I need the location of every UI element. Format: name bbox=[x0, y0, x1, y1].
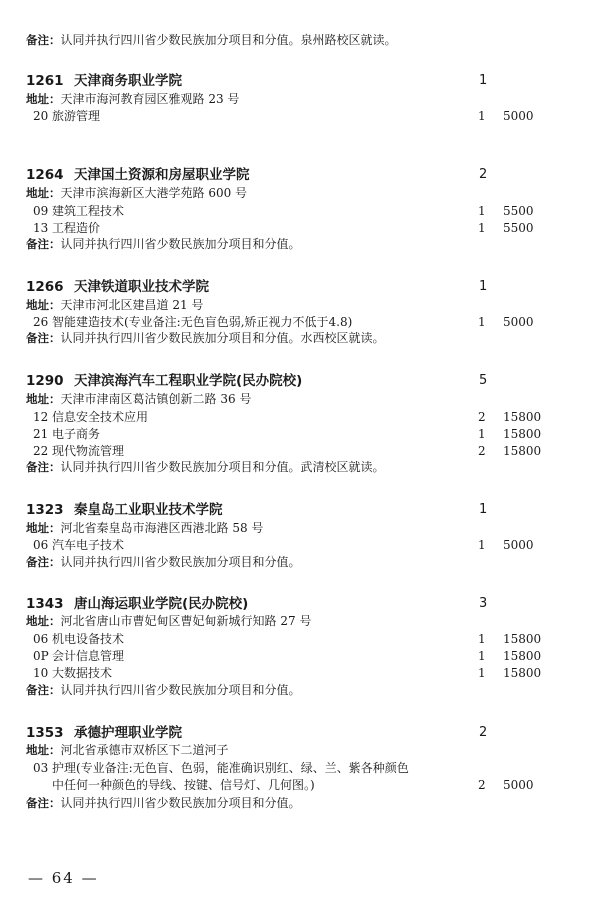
note-line: 备注：认同并执行四川省少数民族加分项目和分值。水西校区就读。 bbox=[26, 331, 385, 345]
major-row: 0P 会计信息管理 1 15800 bbox=[33, 649, 542, 663]
address-line: 地址：河北省承德市双桥区下二道河子 bbox=[26, 743, 229, 757]
address-line: 地址：天津市河北区建昌道 21 号 bbox=[26, 298, 204, 312]
school-heading: 1323 秦皇岛工业职业技术学院 1 bbox=[26, 502, 488, 518]
address-line: 地址：天津市津南区葛沽镇创新二路 36 号 bbox=[26, 392, 252, 406]
address-line: 地址：河北省唐山市曹妃甸区曹妃甸新城行知路 27 号 bbox=[26, 614, 312, 628]
school-heading: 1290 天津滨海汽车工程职业学院(民办院校) 5 bbox=[26, 373, 488, 389]
school-heading: 1343 唐山海运职业学院(民办院校) 3 bbox=[26, 596, 488, 612]
note-line: 备注：认同并执行四川省少数民族加分项目和分值。武清校区就读。 bbox=[26, 460, 385, 474]
major-row: 09 建筑工程技术 1 5500 bbox=[33, 204, 534, 218]
note-line: 备注：认同并执行四川省少数民族加分项目和分值。泉州路校区就读。 bbox=[26, 33, 397, 47]
note-line: 备注：认同并执行四川省少数民族加分项目和分值。 bbox=[26, 555, 301, 569]
address-line: 地址：河北省秦皇岛市海港区西港北路 58 号 bbox=[26, 521, 264, 535]
major-row: 26 智能建造技术(专业备注:无色盲色弱,矫正视力不低于4.8) 1 5000 bbox=[33, 315, 534, 329]
school-heading: 1266 天津铁道职业技术学院 1 bbox=[26, 279, 488, 295]
page-number: — 64 — bbox=[28, 869, 99, 887]
note-line: 备注：认同并执行四川省少数民族加分项目和分值。 bbox=[26, 237, 301, 251]
major-row: 06 机电设备技术 1 15800 bbox=[33, 632, 542, 646]
note-line: 备注：认同并执行四川省少数民族加分项目和分值。 bbox=[26, 683, 301, 697]
major-row: 12 信息安全技术应用 2 15800 bbox=[33, 410, 542, 424]
major-row: 10 大数据技术 1 15800 bbox=[33, 666, 542, 680]
address-line: 地址：天津市滨海新区大港学苑路 600 号 bbox=[26, 186, 248, 200]
major-row: 20 旅游管理 1 5000 bbox=[33, 109, 534, 123]
school-heading: 1261 天津商务职业学院 1 bbox=[26, 73, 488, 89]
major-row: 21 电子商务 1 15800 bbox=[33, 427, 542, 441]
major-row: 13 工程造价 1 5500 bbox=[33, 221, 534, 235]
address-line: 地址：天津市海河教育园区雅观路 23 号 bbox=[26, 92, 240, 106]
major-row: 03 护理(专业备注:无色盲、色弱，能准确识别红、绿、兰、紫各种颜色 中任何一种颜色的导线、按键、信号灯、几何图。) 2 5000 bbox=[33, 761, 534, 792]
major-row: 22 现代物流管理 2 15800 bbox=[33, 444, 542, 458]
note-line: 备注：认同并执行四川省少数民族加分项目和分值。 bbox=[26, 796, 301, 810]
school-heading: 1264 天津国土资源和房屋职业学院 2 bbox=[26, 167, 488, 183]
major-row: 06 汽车电子技术 1 5000 bbox=[33, 538, 534, 552]
school-heading: 1353 承德护理职业学院 2 bbox=[26, 725, 488, 741]
